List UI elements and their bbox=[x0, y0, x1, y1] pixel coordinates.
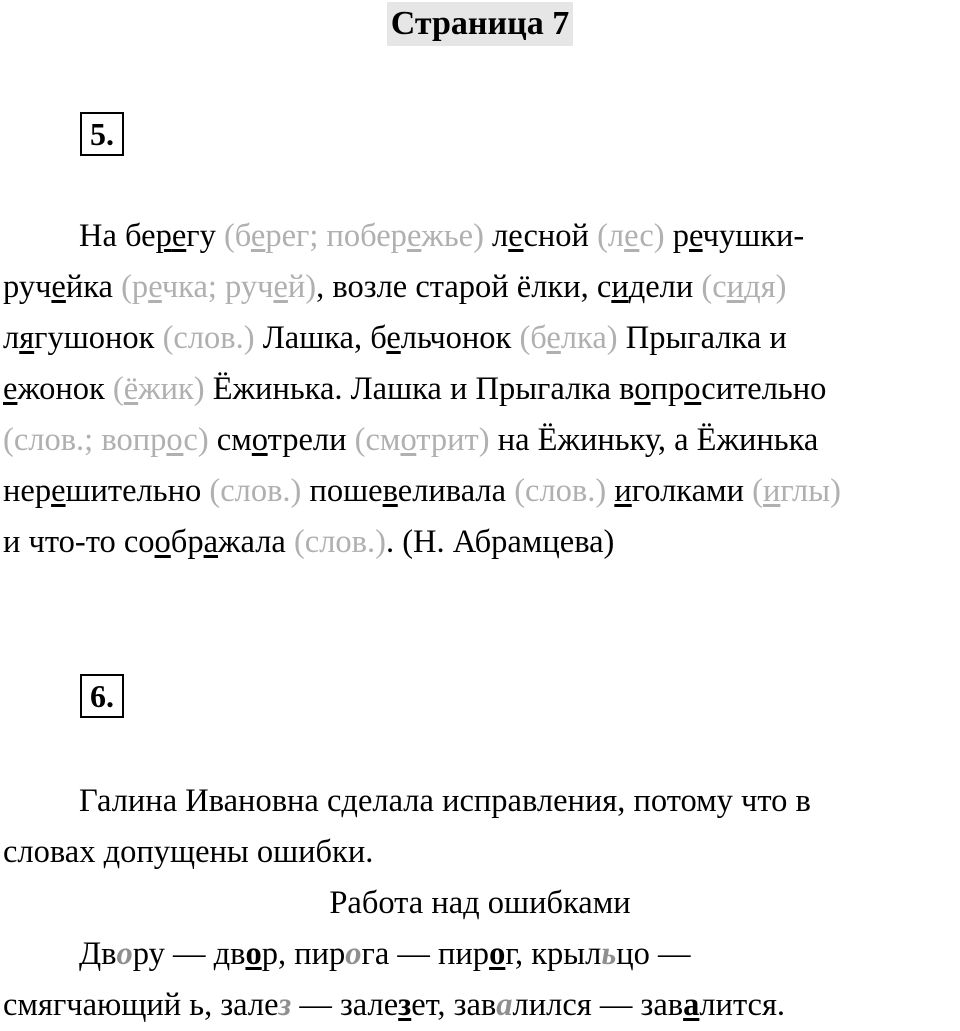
text-segment: дели bbox=[628, 269, 702, 305]
task-number-5: 5. bbox=[80, 112, 124, 156]
hint-vowel-underlined: о bbox=[400, 422, 417, 458]
hint-vowel-underlined: ё bbox=[123, 371, 139, 407]
task-6-subtitle: Работа над ошибками bbox=[329, 885, 631, 921]
text-segment: шительно bbox=[65, 473, 210, 509]
text-segment: еливала bbox=[397, 473, 515, 509]
check-word-hint: жье) bbox=[421, 218, 484, 254]
text-segment: р, пир bbox=[261, 936, 346, 972]
text-segment: на Ёжиньку, а Ёжинька bbox=[489, 422, 819, 458]
text-segment: , возле старой ёлки, с bbox=[316, 269, 612, 305]
text-segment: смягчающий ь, зале bbox=[3, 987, 279, 1023]
text-line bbox=[3, 415, 960, 466]
text-line bbox=[3, 364, 960, 415]
error-letter: а bbox=[496, 987, 513, 1023]
orthogram-underlined: е bbox=[51, 473, 66, 509]
error-letter: о bbox=[345, 936, 362, 972]
hint-vowel-underlined: е bbox=[273, 269, 288, 305]
check-word-hint: ( bbox=[112, 371, 124, 407]
check-word-hint: (л bbox=[597, 218, 625, 254]
hint-vowel-underlined: о bbox=[166, 422, 184, 458]
text-segment: см bbox=[208, 422, 252, 458]
task-5-text bbox=[3, 211, 960, 568]
check-word-hint: й) bbox=[287, 269, 317, 305]
text-segment: л bbox=[483, 218, 509, 254]
check-word-hint: (б bbox=[223, 218, 251, 254]
orthogram-underlined: в bbox=[382, 473, 398, 509]
check-word-hint: трит) bbox=[416, 422, 490, 458]
task-6-intro-line: словах допущены ошибки. bbox=[3, 834, 374, 870]
check-word-hint: (р bbox=[121, 269, 149, 305]
text-segment: поше bbox=[301, 473, 383, 509]
text-line bbox=[3, 929, 960, 980]
text-segment: Ёжинька. Лашка и Прыгалка в bbox=[204, 371, 635, 407]
check-word-hint: (слов.) bbox=[293, 524, 386, 560]
text-segment: сительно bbox=[701, 371, 827, 407]
orthogram-underlined: р bbox=[155, 218, 172, 254]
orthogram-underlined: е bbox=[171, 218, 187, 254]
text-segment: . (Н. Абрамцева) bbox=[385, 524, 615, 560]
error-letter: ь bbox=[601, 936, 617, 972]
check-word-hint: (слов.) bbox=[514, 473, 607, 509]
text-segment: Дв bbox=[79, 936, 117, 972]
text-segment: лится. bbox=[699, 987, 786, 1023]
check-word-hint: рег; побер bbox=[265, 218, 407, 254]
text-line bbox=[3, 262, 960, 313]
page-title bbox=[0, 2, 960, 46]
orthogram-underlined: о bbox=[251, 422, 268, 458]
text-line bbox=[3, 466, 960, 517]
text-line bbox=[3, 313, 960, 364]
check-word-hint: дя) bbox=[744, 269, 787, 305]
orthogram-underlined: о bbox=[634, 371, 651, 407]
task-6-corrections bbox=[3, 929, 960, 1031]
hint-vowel-underlined: е bbox=[148, 269, 162, 305]
hint-vowel-underlined: и bbox=[762, 473, 781, 509]
check-word-hint: (б bbox=[519, 320, 547, 356]
text-segment: бр bbox=[170, 524, 204, 560]
hint-vowel-underlined: и bbox=[726, 269, 745, 305]
orthogram-underlined: е bbox=[51, 269, 66, 305]
check-word-hint: (слов.) bbox=[209, 473, 302, 509]
corrected-letter: о bbox=[489, 936, 506, 972]
check-word-hint: (см bbox=[354, 422, 401, 458]
check-word-hint: лка) bbox=[560, 320, 618, 356]
text-segment: Лашка, б bbox=[254, 320, 387, 356]
corrected-letter: з bbox=[398, 987, 412, 1023]
text-line bbox=[3, 980, 960, 1031]
orthogram-underlined: е bbox=[508, 218, 524, 254]
text-segment: Прыгалка и bbox=[617, 320, 787, 356]
task-number-6: 6. bbox=[80, 674, 124, 718]
hint-vowel-underlined: е bbox=[624, 218, 640, 254]
orthogram-underlined: е bbox=[3, 371, 18, 407]
text-segment: г, крыл bbox=[505, 936, 602, 972]
text-segment: гу bbox=[186, 218, 224, 254]
task-6-intro bbox=[3, 776, 960, 878]
hint-vowel-underlined: е bbox=[546, 320, 561, 356]
text-segment: йка bbox=[65, 269, 122, 305]
text-segment: ру — дв bbox=[132, 936, 246, 972]
check-word-hint: (слов.; вопр bbox=[3, 422, 167, 458]
orthogram-underlined: и bbox=[614, 473, 632, 509]
check-word-hint: (с bbox=[701, 269, 727, 305]
text-segment: пр bbox=[650, 371, 685, 407]
text-segment: р bbox=[664, 218, 689, 254]
text-segment: жала bbox=[218, 524, 294, 560]
orthogram-underlined: и bbox=[611, 269, 629, 305]
text-segment: голками bbox=[631, 473, 753, 509]
page-title-text: Страница 7 bbox=[387, 2, 573, 46]
text-segment: л bbox=[3, 320, 20, 356]
text-segment: ет, зав bbox=[411, 987, 497, 1023]
text-segment: сной bbox=[523, 218, 598, 254]
orthogram-underlined: я bbox=[19, 320, 35, 356]
check-word-hint: (слов.) bbox=[162, 320, 255, 356]
text-segment: нер bbox=[3, 473, 52, 509]
text-segment: — зале bbox=[291, 987, 399, 1023]
text-segment: чушки- bbox=[702, 218, 805, 254]
corrected-letter: а bbox=[683, 987, 700, 1023]
orthogram-underlined: о bbox=[684, 371, 702, 407]
text-line bbox=[3, 211, 960, 262]
error-letter: з bbox=[278, 987, 292, 1023]
check-word-hint: ( bbox=[752, 473, 763, 509]
orthogram-underlined: е bbox=[688, 218, 703, 254]
hint-vowel-underlined: е bbox=[406, 218, 422, 254]
corrected-letter: о bbox=[245, 936, 262, 972]
check-word-hint: чка; руч bbox=[161, 269, 274, 305]
orthogram-underlined: о bbox=[154, 524, 171, 560]
orthogram-underlined: е bbox=[386, 320, 401, 356]
task-6-intro-line: Галина Ивановна сделала исправления, потому что в bbox=[79, 783, 811, 819]
error-letter: о bbox=[116, 936, 133, 972]
text-segment: жонок bbox=[17, 371, 113, 407]
text-segment: га — пир bbox=[361, 936, 490, 972]
check-word-hint: жик) bbox=[138, 371, 205, 407]
text-segment: трели bbox=[267, 422, 355, 458]
orthogram-underlined: а bbox=[203, 524, 219, 560]
text-segment: руч bbox=[3, 269, 52, 305]
text-segment: и что-то со bbox=[3, 524, 155, 560]
text-segment: цо — bbox=[616, 936, 691, 972]
text-line bbox=[3, 517, 960, 568]
text-segment: льчонок bbox=[400, 320, 520, 356]
check-word-hint: глы) bbox=[780, 473, 841, 509]
text-segment: гушонок bbox=[34, 320, 163, 356]
text-segment: лился — зав bbox=[512, 987, 684, 1023]
check-word-hint: с) bbox=[639, 218, 665, 254]
text-segment: На бе bbox=[79, 218, 156, 254]
hint-vowel-underlined: е bbox=[250, 218, 266, 254]
check-word-hint: с) bbox=[183, 422, 209, 458]
